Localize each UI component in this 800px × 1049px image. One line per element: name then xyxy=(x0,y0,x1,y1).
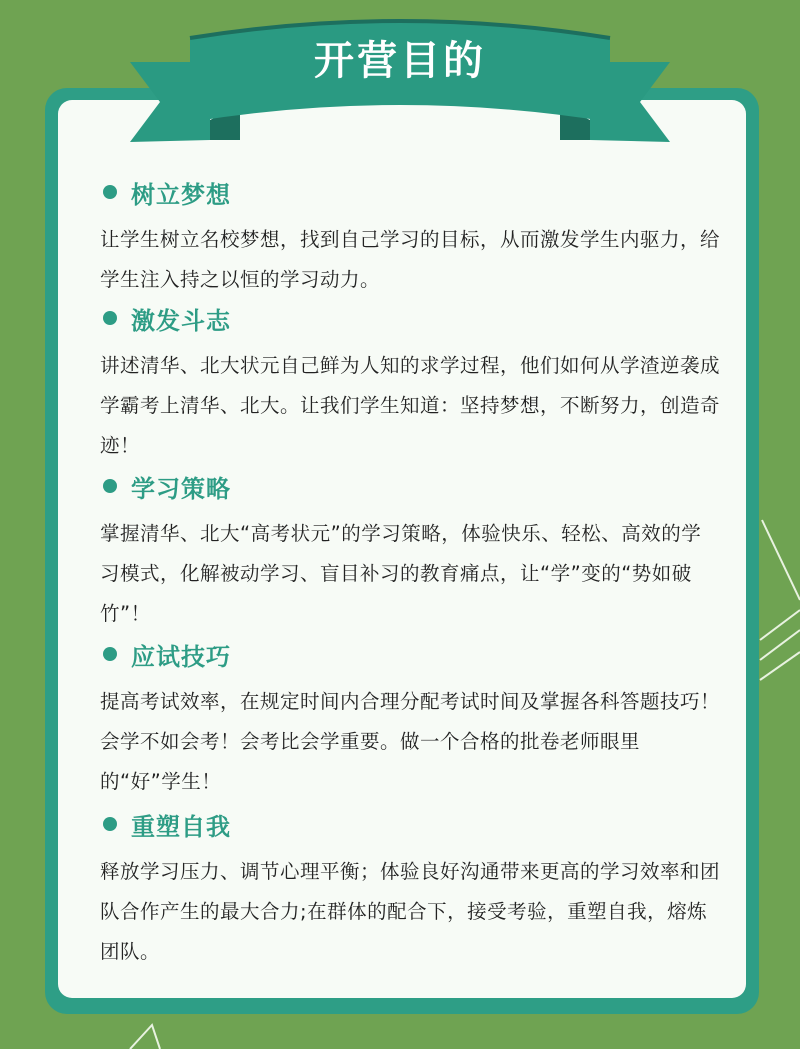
section-title: 激发斗志 xyxy=(131,306,231,335)
bullet-dot-icon xyxy=(103,311,117,325)
section-body: 讲述清华、北大状元自己鲜为人知的求学过程，他们如何从学渣逆袭成学霸考上清华、北大。让我们学生知道：坚持梦想，不断努力，创造奇迹！ xyxy=(100,354,721,457)
section-title: 重塑自我 xyxy=(131,812,231,841)
bullet-dot-icon xyxy=(103,817,117,831)
section-reshape-self xyxy=(100,804,720,972)
section-body: 让学生树立名校梦想，找到自己学习的目标，从而激发学生内驱力，给学生注入持之以恒的学习动力。 xyxy=(100,228,721,291)
section-motivation xyxy=(100,298,720,466)
bullet-dot-icon xyxy=(103,479,117,493)
section-title: 学习策略 xyxy=(131,474,231,503)
bullet-dot-icon xyxy=(103,647,117,661)
section-title: 树立梦想 xyxy=(131,180,231,209)
section-strategy xyxy=(100,466,720,634)
section-dream xyxy=(100,172,720,300)
section-body: 掌握清华、北大“高考状元”的学习策略，体验快乐、轻松、高效的学习模式，化解被动学习、盲目补习的教育痛点，让“学”变的“势如破竹”！ xyxy=(100,522,702,625)
bullet-dot-icon xyxy=(103,185,117,199)
section-body: 提高考试效率，在规定时间内合理分配考试时间及掌握各科答题技巧！会学不如会考！会考比会学重要。做一个合格的批卷老师眼里的“好”学生！ xyxy=(100,690,721,793)
page-title: 开营目的 xyxy=(314,38,486,84)
section-body: 释放学习压力、调节心理平衡；体验良好沟通带来更高的学习效率和团队合作产生的最大合力;在群体的配合下，接受考验，重塑自我，熔炼团队。 xyxy=(100,860,721,963)
section-title: 应试技巧 xyxy=(131,642,231,671)
section-exam-skills xyxy=(100,634,720,802)
